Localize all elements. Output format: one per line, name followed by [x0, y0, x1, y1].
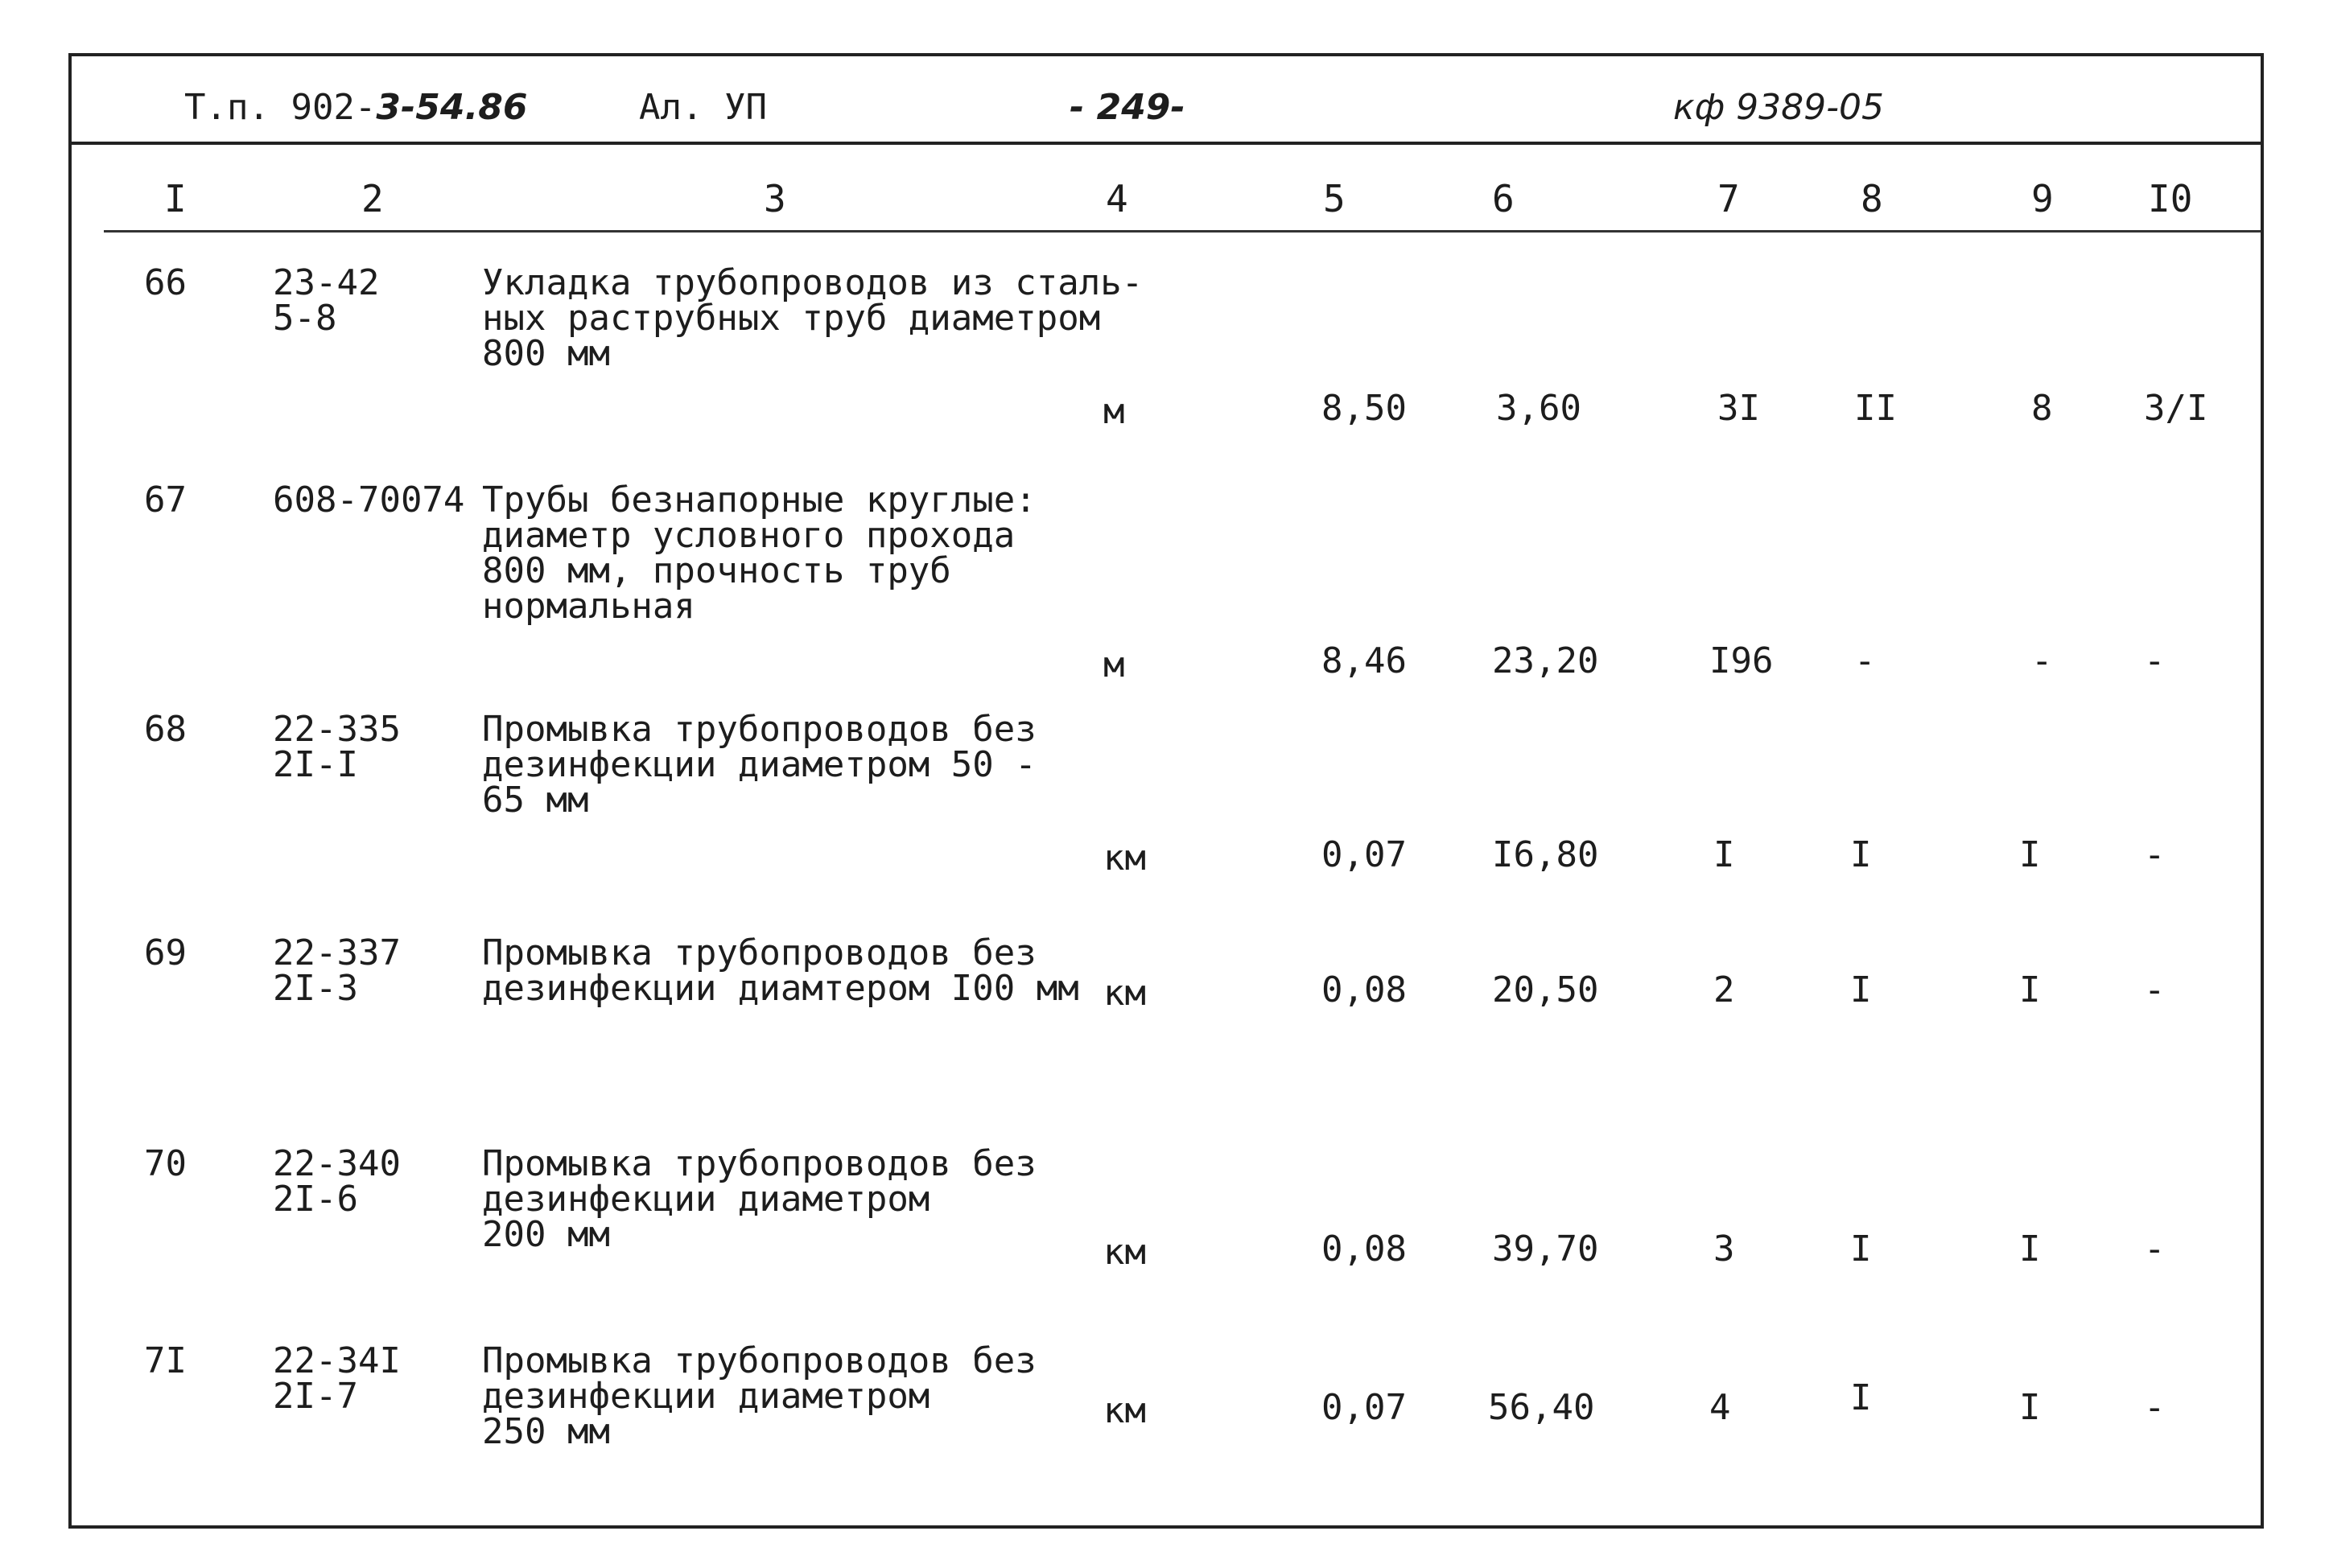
col-header-1: I: [164, 177, 187, 220]
col10-value: -: [2144, 1228, 2166, 1270]
norm-code-line: 608-70074: [273, 479, 465, 521]
col9-value: -: [2031, 640, 2053, 681]
col-header-3: 3: [764, 177, 786, 220]
unit: км: [1103, 838, 1146, 879]
col-header-6: 6: [1492, 177, 1515, 220]
quantity: 8,46: [1321, 640, 1407, 681]
unit-price: 56,40: [1488, 1387, 1595, 1428]
description-line: дезинфекции диаметром: [482, 1376, 930, 1417]
norm-code: [273, 1340, 401, 1417]
doc-number-prefix: Т.п. 902-: [184, 87, 377, 128]
unit: м: [1103, 391, 1125, 432]
description-line: Трубы безнапорные круглые:: [482, 479, 1037, 521]
row-number: 7I: [144, 1340, 187, 1381]
work-description: [482, 479, 1037, 627]
col7-value: 2: [1713, 969, 1735, 1010]
quantity: 8,50: [1321, 388, 1407, 429]
col9-value: I: [2019, 969, 2041, 1010]
quantity: 0,07: [1321, 1387, 1407, 1428]
col9-value: 8: [2031, 388, 2053, 429]
col8-value: I: [1850, 1377, 1872, 1418]
header-divider: [72, 142, 2261, 145]
norm-code: [273, 932, 401, 1009]
col7-value: I96: [1709, 640, 1774, 681]
row-number: 70: [144, 1143, 187, 1184]
album-label: Ал. УП: [639, 87, 767, 128]
work-description: [482, 932, 1079, 1009]
work-description: [482, 1143, 1037, 1255]
col7-value: 3: [1713, 1228, 1735, 1270]
col8-value: -: [1854, 640, 1876, 681]
row-number: 66: [144, 262, 187, 303]
quantity: 0,08: [1321, 1228, 1407, 1270]
col-header-7: 7: [1717, 177, 1740, 220]
description-line: 65 мм: [482, 780, 589, 821]
norm-code-line: 2I-I: [273, 744, 358, 785]
unit: км: [1103, 973, 1146, 1014]
col10-value: -: [2144, 640, 2166, 681]
description-line: ных раструбных труб диаметром: [482, 298, 1101, 339]
col10-value: -: [2144, 834, 2166, 875]
unit-price: I6,80: [1492, 834, 1599, 875]
col-header-8: 8: [1861, 177, 1883, 220]
col9-value: I: [2019, 1387, 2041, 1428]
quantity: 0,07: [1321, 834, 1407, 875]
unit-price: 23,20: [1492, 640, 1599, 681]
norm-code-line: 2I-6: [273, 1179, 358, 1220]
description-line: 250 мм: [482, 1411, 610, 1452]
norm-code-line: 2I-7: [273, 1376, 358, 1417]
page-number: - 249-: [1070, 87, 1185, 128]
norm-code: [273, 479, 465, 521]
unit: км: [1103, 1232, 1146, 1273]
norm-code-line: 23-42: [273, 262, 380, 303]
unit-price: 3,60: [1496, 388, 1581, 429]
sheet-code: кф 9389-05: [1673, 87, 1885, 128]
document-sheet: [68, 53, 2264, 1529]
work-description: [482, 1340, 1037, 1452]
norm-code: [273, 1143, 401, 1220]
unit-price: 20,50: [1492, 969, 1599, 1010]
unit-price: 39,70: [1492, 1228, 1599, 1270]
doc-number-handwritten: 3-54.86: [376, 87, 528, 128]
description-line: 200 мм: [482, 1214, 610, 1255]
col9-value: I: [2019, 834, 2041, 875]
description-line: Промывка трубопроводов без: [482, 1340, 1037, 1381]
col-header-9: 9: [2031, 177, 2054, 220]
col10-value: -: [2144, 969, 2166, 1010]
col-header-2: 2: [361, 177, 384, 220]
col8-value: II: [1854, 388, 1897, 429]
norm-code-line: 22-34I: [273, 1340, 401, 1381]
col7-value: 4: [1709, 1387, 1731, 1428]
norm-code-line: 2I-3: [273, 968, 358, 1009]
description-line: 800 мм, прочность труб: [482, 550, 951, 591]
description-line: диаметр условного прохода: [482, 515, 1016, 556]
col-header-5: 5: [1323, 177, 1346, 220]
col10-value: 3/I: [2144, 388, 2208, 429]
description-line: дезинфекции диаметром: [482, 1179, 930, 1220]
col8-value: I: [1850, 834, 1872, 875]
norm-code: [273, 709, 401, 785]
norm-code: [273, 262, 380, 339]
description-line: дезинфекции диаметром 50 -: [482, 744, 1037, 785]
col-header-4: 4: [1106, 177, 1128, 220]
norm-code-line: 22-335: [273, 709, 401, 750]
col7-value: 3I: [1717, 388, 1760, 429]
row-number: 68: [144, 709, 187, 750]
description-line: Промывка трубопроводов без: [482, 709, 1037, 750]
quantity: 0,08: [1321, 969, 1407, 1010]
row-number: 69: [144, 932, 187, 973]
norm-code-line: 22-337: [273, 932, 401, 973]
col9-value: I: [2019, 1228, 2041, 1270]
work-description: [482, 709, 1037, 821]
col8-value: I: [1850, 969, 1872, 1010]
norm-code-line: 22-340: [273, 1143, 401, 1184]
description-line: 800 мм: [482, 333, 610, 374]
description-line: Укладка трубопроводов из сталь-: [482, 262, 1144, 303]
col10-value: -: [2144, 1387, 2166, 1428]
col8-value: I: [1850, 1228, 1872, 1270]
column-header-divider: [104, 230, 2261, 233]
description-line: Промывка трубопроводов без: [482, 1143, 1037, 1184]
row-number: 67: [144, 479, 187, 521]
col-header-10: I0: [2148, 177, 2193, 220]
col7-value: I: [1713, 834, 1735, 875]
description-line: Промывка трубопроводов без: [482, 932, 1037, 973]
work-description: [482, 262, 1144, 374]
norm-code-line: 5-8: [273, 298, 337, 339]
unit: м: [1103, 644, 1125, 685]
description-line: нормальная: [482, 586, 695, 627]
doc-number: [184, 87, 527, 128]
unit: км: [1103, 1390, 1146, 1431]
description-line: дезинфекции диамтером I00 мм: [482, 968, 1079, 1009]
